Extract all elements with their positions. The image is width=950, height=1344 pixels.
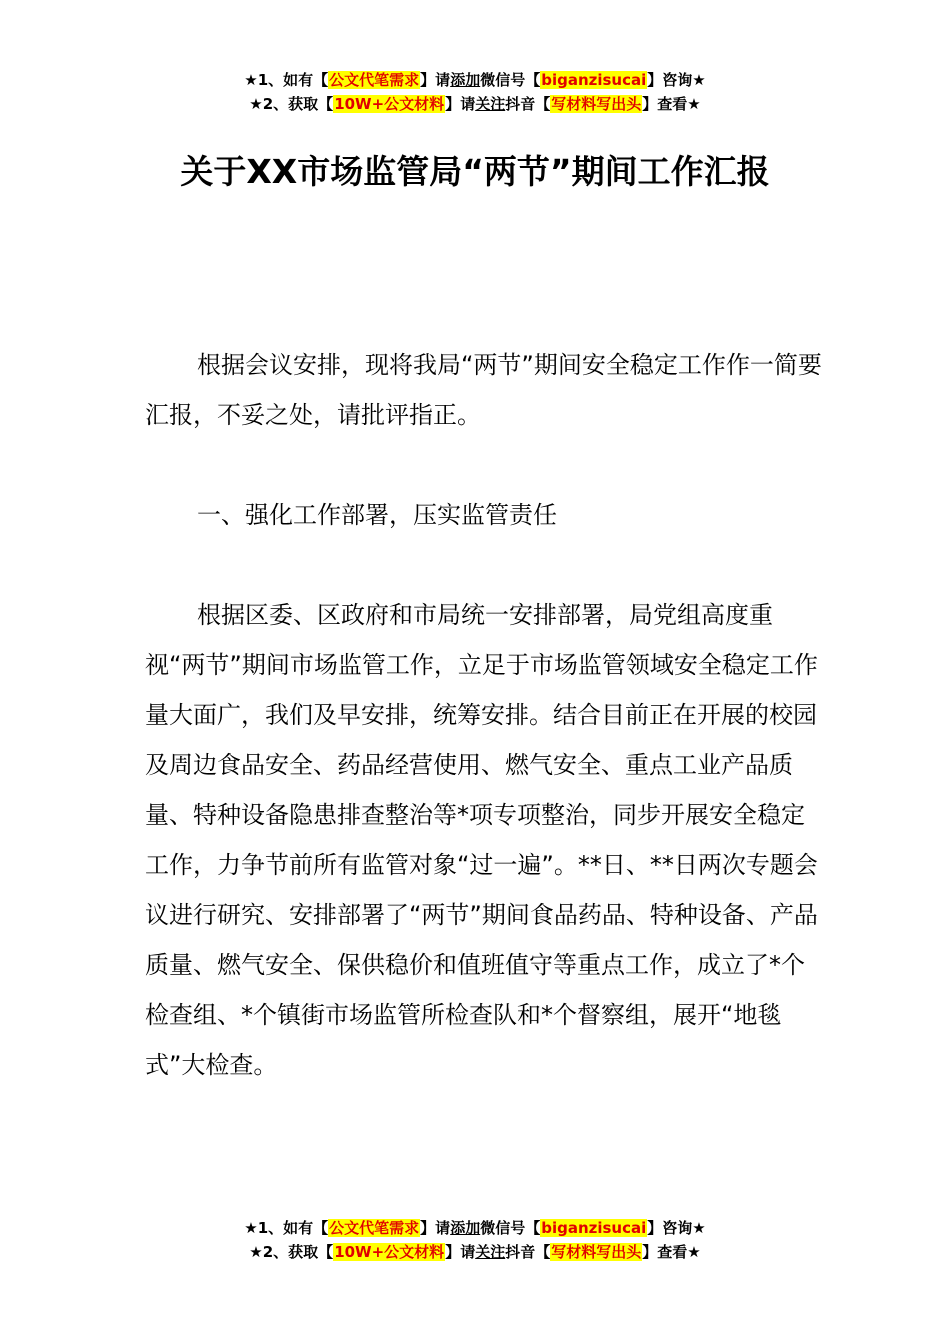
wechat-id: biganzisucai: [541, 1219, 647, 1237]
document-title: 关于XX市场监管局“两节”期间工作汇报: [180, 152, 770, 191]
banner-highlight: 公文代笔需求: [329, 1219, 420, 1237]
section-heading: 一、强化工作部署，压实监管责任: [197, 501, 557, 529]
header-banner: [0, 68, 950, 116]
intro-paragraph: 根据会议安排，现将我局“两节”期间安全稳定工作作一简要汇报，不妥之处，请批评指正。: [145, 351, 822, 429]
banner-line-1: ★1、如有【公文代笔需求】请添加微信号【biganzisucai】咨询★: [244, 1219, 706, 1237]
banner-highlight: 公文代笔需求: [329, 71, 420, 89]
section-body-paragraph: 根据区委、区政府和市局统一安排部署，局党组高度重视“两节”期间市场监管工作，立足于市场监管领域安全稳定工作量大面广，我们及早安排，统筹安排。结合目前正在开展的校园及周边食品安全、药品经营使用、燃气安全、重点工业产品质量、特种设备隐患排查整治等*项专项整治，同步开展安全稳定工作，力争节前所有监管对象“过一遍”。**日、**日两次专题会议进行研究、安排部署了“两节”期间食品药品、特种设备、产品质量、燃气安全、保供稳价和值班值守等重点工作，成立了*个检查组、*个镇街市场监管所检查队和*个督察组，展开“地毯式”大检查。: [145, 601, 818, 1079]
banner-highlight: 10W+公文材料: [334, 95, 445, 113]
banner-line-2: ★2、获取【10W+公文材料】请关注抖音【写材料写出头】查看★: [249, 95, 701, 113]
banner-highlight: 10W+公文材料: [334, 1243, 445, 1261]
douyin-account: 写材料写出头: [551, 95, 642, 113]
banner-line-1: ★1、如有【公文代笔需求】请添加微信号【biganzisucai】咨询★: [244, 71, 706, 89]
douyin-account: 写材料写出头: [551, 1243, 642, 1261]
footer-banner: [0, 1216, 950, 1264]
wechat-id: biganzisucai: [541, 71, 647, 89]
banner-line-2: ★2、获取【10W+公文材料】请关注抖音【写材料写出头】查看★: [249, 1243, 701, 1261]
